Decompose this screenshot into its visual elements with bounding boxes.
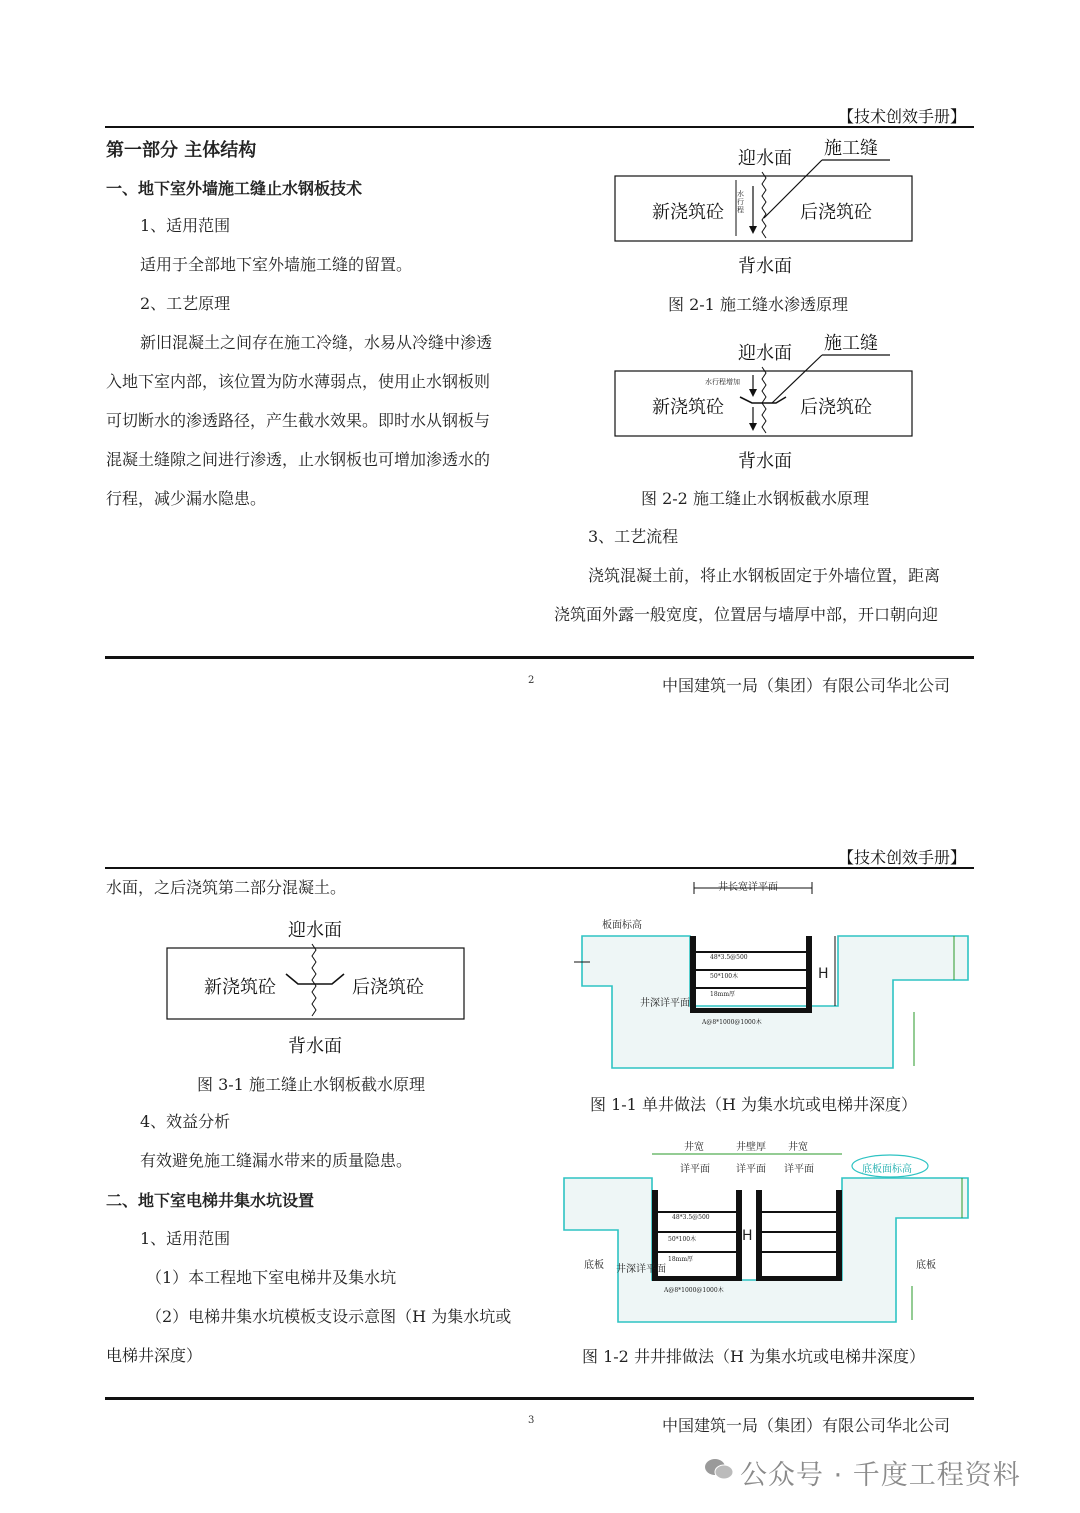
right-form (806, 936, 812, 1012)
left-form (690, 936, 696, 1012)
pipe-label: 48*3.5@500 (672, 1214, 710, 1221)
footer-company: 中国建筑一局（集团）有限公司华北公司 (662, 1416, 951, 1435)
continued-text: 水面，之后浇筑第二部分混凝土。 (106, 878, 347, 897)
scope-text: 适用于全部地下室外墙施工缝的留置。 (140, 255, 413, 274)
wall-thickness-sub: 详平面 (736, 1164, 766, 1175)
path-note: 水行程增加 (705, 378, 740, 386)
downstream-label: 背水面 (738, 256, 792, 277)
figure-3-1-caption: 图 3-1 施工缝止水钢板截水原理 (197, 1075, 425, 1094)
water-path-arrowhead (749, 226, 757, 234)
timber-label: 50*100木 (668, 1236, 697, 1243)
part-title: 第一部分 主体结构 (106, 140, 257, 161)
joint-label: 施工缝 (824, 138, 878, 159)
slab-label: 板面标高 (602, 920, 642, 931)
figure-3-1 (160, 910, 480, 1060)
principle-line: 混凝土缝隙之间进行渗透，止水钢板也可增加渗透水的 (106, 450, 491, 469)
figure-2-1-caption: 图 2-1 施工缝水渗透原理 (668, 295, 848, 314)
principle-line: 入地下室内部，该位置为防水薄弱点，使用止水钢板则 (106, 372, 491, 391)
principle-line: 行程，减少漏水隐患。 (106, 489, 267, 508)
upstream-label: 迎水面 (738, 148, 792, 169)
joint-label: 施工缝 (824, 333, 878, 354)
process-line: 浇筑面外露一般宽度，位置居与墙厚中部，开口朝向迎 (554, 605, 939, 624)
figure-1-2-caption: 图 1-2 井井排做法（H 为集水坑或电梯井深度） (582, 1347, 925, 1366)
pipe-label: 48*3.5@500 (710, 954, 748, 961)
upstream-label: 迎水面 (288, 920, 342, 941)
footer-company: 中国建筑一局（集团）有限公司华北公司 (662, 676, 951, 695)
base-label-left: 底板 (584, 1260, 604, 1271)
single-well-drawing (568, 874, 978, 1074)
principle-line: 新旧混凝土之间存在施工冷缝，水易从冷缝中渗透 (140, 333, 493, 352)
benefit-heading: 4、效益分析 (140, 1112, 231, 1131)
wechat-icon (704, 1456, 734, 1482)
scope2-item1: （1）本工程地下室电梯井及集水坑 (146, 1268, 397, 1287)
section1-title: 一、地下室外墙施工缝止水钢板技术 (106, 179, 363, 198)
h-label: H (742, 1228, 753, 1244)
principle-line: 可切断水的渗透路径，产生截水效果。即时水从钢板与 (106, 411, 491, 430)
page-number: 3 (528, 1415, 535, 1426)
well-depth-label: 井深详平面 (640, 998, 690, 1009)
scope2-item2: （2）电梯井集水坑模板支设示意图（H 为集水坑或 (146, 1307, 512, 1326)
scope2-heading: 1、适用范围 (140, 1229, 231, 1248)
cold-joint-line (312, 944, 316, 1016)
bottom-form (690, 1008, 812, 1013)
base-label-right: 底板 (916, 1260, 936, 1271)
header-tag: 【技术创效手册】 (838, 848, 967, 867)
slab-elevation-label: 底板面标高 (862, 1164, 912, 1175)
downstream-label: 背水面 (288, 1036, 342, 1057)
cold-joint-line (762, 172, 766, 238)
board-label: 18mm厚 (668, 1256, 694, 1263)
well-width-label: 井宽 (684, 1142, 704, 1153)
figure-1-2 (556, 1130, 976, 1330)
footer-rule (105, 656, 974, 659)
well-width-sub: 详平面 (680, 1164, 710, 1175)
later-concrete-label: 后浇筑砼 (800, 397, 872, 418)
new-concrete-label: 新浇筑砼 (652, 202, 724, 223)
upstream-label: 迎水面 (738, 343, 792, 364)
double-well-drawing (556, 1130, 976, 1330)
scope2-item2-cont: 电梯井深度） (106, 1346, 203, 1365)
later-concrete-label: 后浇筑砼 (352, 977, 424, 998)
figure-2-1 (600, 132, 930, 282)
header-tag: 【技术创效手册】 (838, 107, 967, 126)
wall-thickness-label: 井壁厚 (736, 1142, 766, 1153)
figure-1-1-caption: 图 1-1 单井做法（H 为集水坑或电梯井深度） (590, 1095, 917, 1114)
process-heading: 3、工艺流程 (588, 527, 679, 546)
header-rule (105, 126, 974, 128)
bottom-support-label: A@8*1000@1000木 (702, 1019, 762, 1026)
process-line: 浇筑混凝土前，将止水钢板固定于外墙位置，距离 (588, 566, 941, 585)
well-size-label: 井长宽详平面 (718, 882, 778, 893)
downstream-label: 背水面 (738, 451, 792, 472)
new-concrete-label: 新浇筑砼 (204, 977, 276, 998)
new-concrete-label: 新浇筑砼 (652, 397, 724, 418)
figure-1-1 (568, 874, 978, 1074)
benefit-text: 有效避免施工缝漏水带来的质量隐患。 (140, 1151, 413, 1170)
board-label: 18mm厚 (710, 991, 736, 998)
footer-rule (105, 1397, 974, 1400)
figure-2-2 (600, 327, 930, 477)
well-width-sub-2: 详平面 (784, 1164, 814, 1175)
well-width-label-2: 井宽 (788, 1142, 808, 1153)
well-depth-label: 井深详平面 (616, 1264, 666, 1275)
page-number: 2 (528, 675, 535, 686)
bottom-support-label: A@8*1000@1000木 (664, 1287, 724, 1294)
scope-heading: 1、适用范围 (140, 216, 231, 235)
h-label: H (818, 966, 829, 982)
path-note: 水行程 (737, 190, 744, 214)
timber-label: 50*100木 (710, 973, 739, 980)
concrete-section (564, 1178, 968, 1322)
cold-joint-line (762, 367, 766, 433)
later-concrete-label: 后浇筑砼 (800, 202, 872, 223)
section2-title: 二、地下室电梯井集水坑设置 (106, 1191, 315, 1210)
figure-2-2-caption: 图 2-2 施工缝止水钢板截水原理 (641, 489, 869, 508)
principle-heading: 2、工艺原理 (140, 294, 231, 313)
watermark-text: 公众号 · 千度工程资料 (740, 1460, 1021, 1491)
